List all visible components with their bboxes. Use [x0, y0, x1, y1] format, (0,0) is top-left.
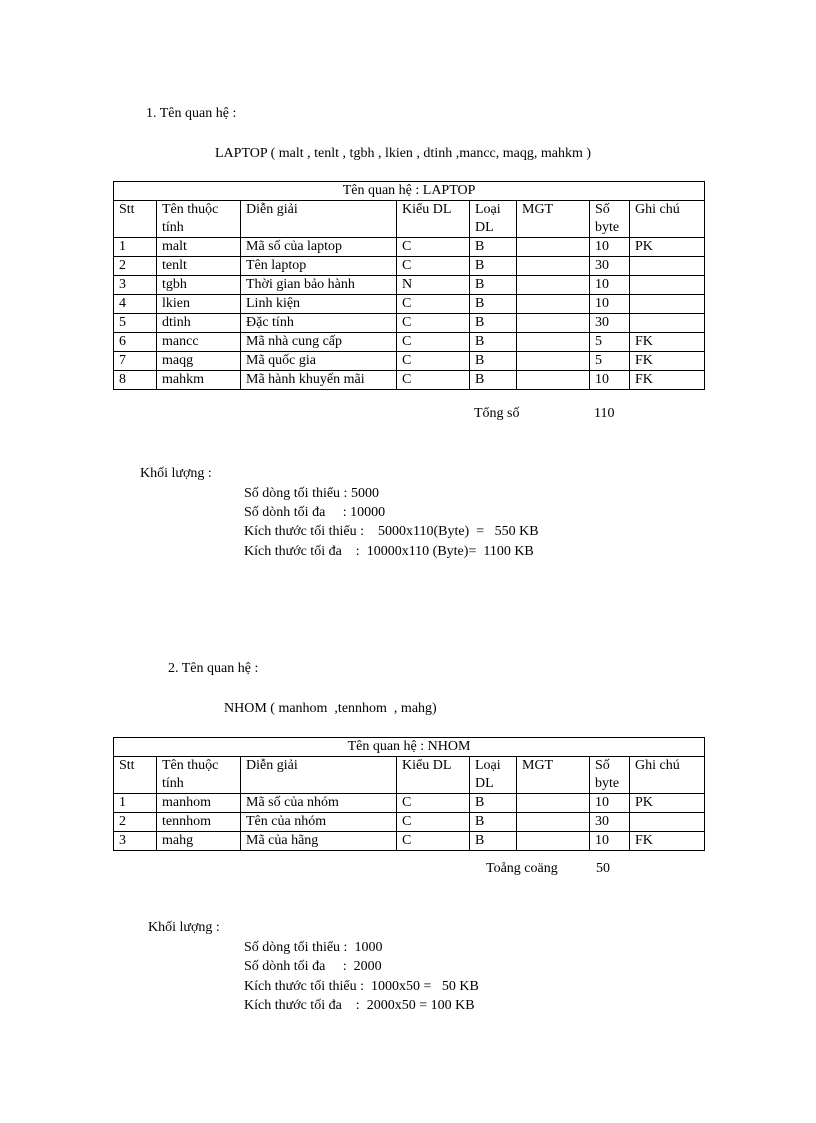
table-cell: Linh kiện	[241, 295, 397, 314]
column-header: Kiểu DL	[397, 201, 470, 238]
table-cell: B	[470, 257, 517, 276]
table-cell: mancc	[157, 333, 241, 352]
column-header: MGT	[517, 757, 590, 794]
table-title: Tên quan hệ : NHOM	[114, 738, 705, 757]
table-cell: C	[397, 314, 470, 333]
table-cell: 1	[114, 794, 157, 813]
table-cell: B	[470, 276, 517, 295]
column-header: Tên thuộc tính	[157, 201, 241, 238]
table-cell: PK	[630, 238, 705, 257]
table-cell	[517, 794, 590, 813]
table-cell: 5	[114, 314, 157, 333]
table-header-row	[114, 201, 705, 238]
table-cell: FK	[630, 832, 705, 851]
table-cell: FK	[630, 371, 705, 390]
table-cell	[517, 832, 590, 851]
volume-line: Số dòng tối thiểu : 5000	[244, 486, 379, 501]
table-cell	[630, 276, 705, 295]
table-cell	[517, 333, 590, 352]
total-value: 50	[596, 861, 610, 876]
table-cell: Đặc tính	[241, 314, 397, 333]
table-cell: 10	[590, 794, 630, 813]
volume-label: Khối lượng :	[148, 920, 220, 935]
table-row	[114, 276, 705, 295]
table-header-row	[114, 757, 705, 794]
table-cell: C	[397, 333, 470, 352]
table-cell: B	[470, 813, 517, 832]
volume-line: Số dòng tối thiểu : 1000	[244, 940, 383, 955]
table-cell: 4	[114, 295, 157, 314]
table-row	[114, 371, 705, 390]
table-cell: Tên laptop	[241, 257, 397, 276]
table-cell: Mã của hãng	[241, 832, 397, 851]
table-cell: FK	[630, 333, 705, 352]
table-cell: C	[397, 295, 470, 314]
table-row	[114, 295, 705, 314]
relation-table-laptop	[113, 181, 705, 390]
table-cell: 5	[590, 333, 630, 352]
table-cell	[517, 371, 590, 390]
table-row	[114, 257, 705, 276]
table-row	[114, 238, 705, 257]
table-cell: manhom	[157, 794, 241, 813]
table-cell: B	[470, 238, 517, 257]
column-header: Tên thuộc tính	[157, 757, 241, 794]
section-1-schema: LAPTOP ( malt , tenlt , tgbh , lkien , dtinh ,mancc, maqg, mahkm )	[215, 146, 592, 161]
table-cell: 10	[590, 238, 630, 257]
table-cell: B	[470, 371, 517, 390]
table-row	[114, 333, 705, 352]
table-cell: C	[397, 813, 470, 832]
volume-line: Số dònh tối đa : 10000	[244, 505, 386, 520]
section-2-heading: 2. Tên quan hệ :	[168, 661, 259, 676]
table-cell: B	[470, 832, 517, 851]
table-cell: 7	[114, 352, 157, 371]
table-cell: mahkm	[157, 371, 241, 390]
table-cell: B	[470, 314, 517, 333]
column-header: Diễn giải	[241, 201, 397, 238]
column-header: Ghi chú	[630, 757, 705, 794]
column-header: Diễn giải	[241, 757, 397, 794]
table-cell: 3	[114, 832, 157, 851]
column-header: Số byte	[590, 757, 630, 794]
volume-line: Kích thước tối đa : 2000x50 = 100 KB	[244, 998, 475, 1013]
total-label: Toång coäng	[486, 861, 558, 876]
table-cell	[517, 314, 590, 333]
column-header: Loại DL	[470, 757, 517, 794]
column-header: Số byte	[590, 201, 630, 238]
relation-table-nhom	[113, 737, 705, 851]
table-cell: maqg	[157, 352, 241, 371]
table-cell: 10	[590, 295, 630, 314]
table-cell: Mã nhà cung cấp	[241, 333, 397, 352]
volume-line: Kích thước tối thiểu : 1000x50 = 50 KB	[244, 979, 479, 994]
table-cell: 1	[114, 238, 157, 257]
table-cell: N	[397, 276, 470, 295]
column-header: Ghi chú	[630, 201, 705, 238]
volume-label: Khối lượng :	[140, 466, 212, 481]
table-title: Tên quan hệ : LAPTOP	[114, 182, 705, 201]
table-cell: 2	[114, 257, 157, 276]
table-cell: Tên của nhóm	[241, 813, 397, 832]
table-cell: mahg	[157, 832, 241, 851]
table-cell: 10	[590, 832, 630, 851]
table-cell: 30	[590, 257, 630, 276]
column-header: Stt	[114, 757, 157, 794]
section-1-heading: 1. Tên quan hệ :	[146, 106, 237, 121]
table-cell: tgbh	[157, 276, 241, 295]
table-cell: 2	[114, 813, 157, 832]
column-header: MGT	[517, 201, 590, 238]
column-header: Loại DL	[470, 201, 517, 238]
table-cell: C	[397, 352, 470, 371]
column-header: Stt	[114, 201, 157, 238]
table-cell: 5	[590, 352, 630, 371]
table-cell	[630, 257, 705, 276]
table-cell: C	[397, 257, 470, 276]
volume-line: Số dònh tối đa : 2000	[244, 959, 382, 974]
table-cell	[630, 813, 705, 832]
table-cell	[517, 238, 590, 257]
table-cell: Mã hành khuyến mãi	[241, 371, 397, 390]
table-cell: Mã số của laptop	[241, 238, 397, 257]
table-cell: PK	[630, 794, 705, 813]
table-cell: B	[470, 295, 517, 314]
table-cell: 10	[590, 276, 630, 295]
total-label: Tổng số	[474, 406, 520, 421]
table-row	[114, 794, 705, 813]
table-cell: FK	[630, 352, 705, 371]
table-cell	[630, 295, 705, 314]
table-row	[114, 352, 705, 371]
table-cell	[630, 314, 705, 333]
table-cell: tennhom	[157, 813, 241, 832]
table-cell	[517, 295, 590, 314]
table-cell: B	[470, 333, 517, 352]
table-cell	[517, 352, 590, 371]
table-cell: C	[397, 794, 470, 813]
table-cell: tenlt	[157, 257, 241, 276]
table-row	[114, 813, 705, 832]
table-cell	[517, 276, 590, 295]
table-cell: dtinh	[157, 314, 241, 333]
volume-line: Kích thước tối đa : 10000x110 (Byte)= 1100 KB	[244, 544, 534, 559]
volume-line: Kích thước tối thiểu : 5000x110(Byte) = 550 KB	[244, 524, 539, 539]
table-cell: 10	[590, 371, 630, 390]
table-cell: 3	[114, 276, 157, 295]
table-cell: Thời gian bảo hành	[241, 276, 397, 295]
column-header: Kiểu DL	[397, 757, 470, 794]
table-cell: C	[397, 832, 470, 851]
section-2-schema: NHOM ( manhom ,tennhom , mahg)	[224, 701, 437, 716]
table-row	[114, 314, 705, 333]
table-cell: C	[397, 238, 470, 257]
table-cell: malt	[157, 238, 241, 257]
table-cell: B	[470, 794, 517, 813]
total-value: 110	[594, 406, 615, 421]
table-cell: Mã số của nhóm	[241, 794, 397, 813]
table-cell: B	[470, 352, 517, 371]
table-cell: C	[397, 371, 470, 390]
table-cell: 8	[114, 371, 157, 390]
table-cell: 30	[590, 314, 630, 333]
table-cell	[517, 813, 590, 832]
table-cell	[517, 257, 590, 276]
table-cell: Mã quốc gia	[241, 352, 397, 371]
table-cell: 30	[590, 813, 630, 832]
table-row	[114, 832, 705, 851]
table-cell: lkien	[157, 295, 241, 314]
table-cell: 6	[114, 333, 157, 352]
